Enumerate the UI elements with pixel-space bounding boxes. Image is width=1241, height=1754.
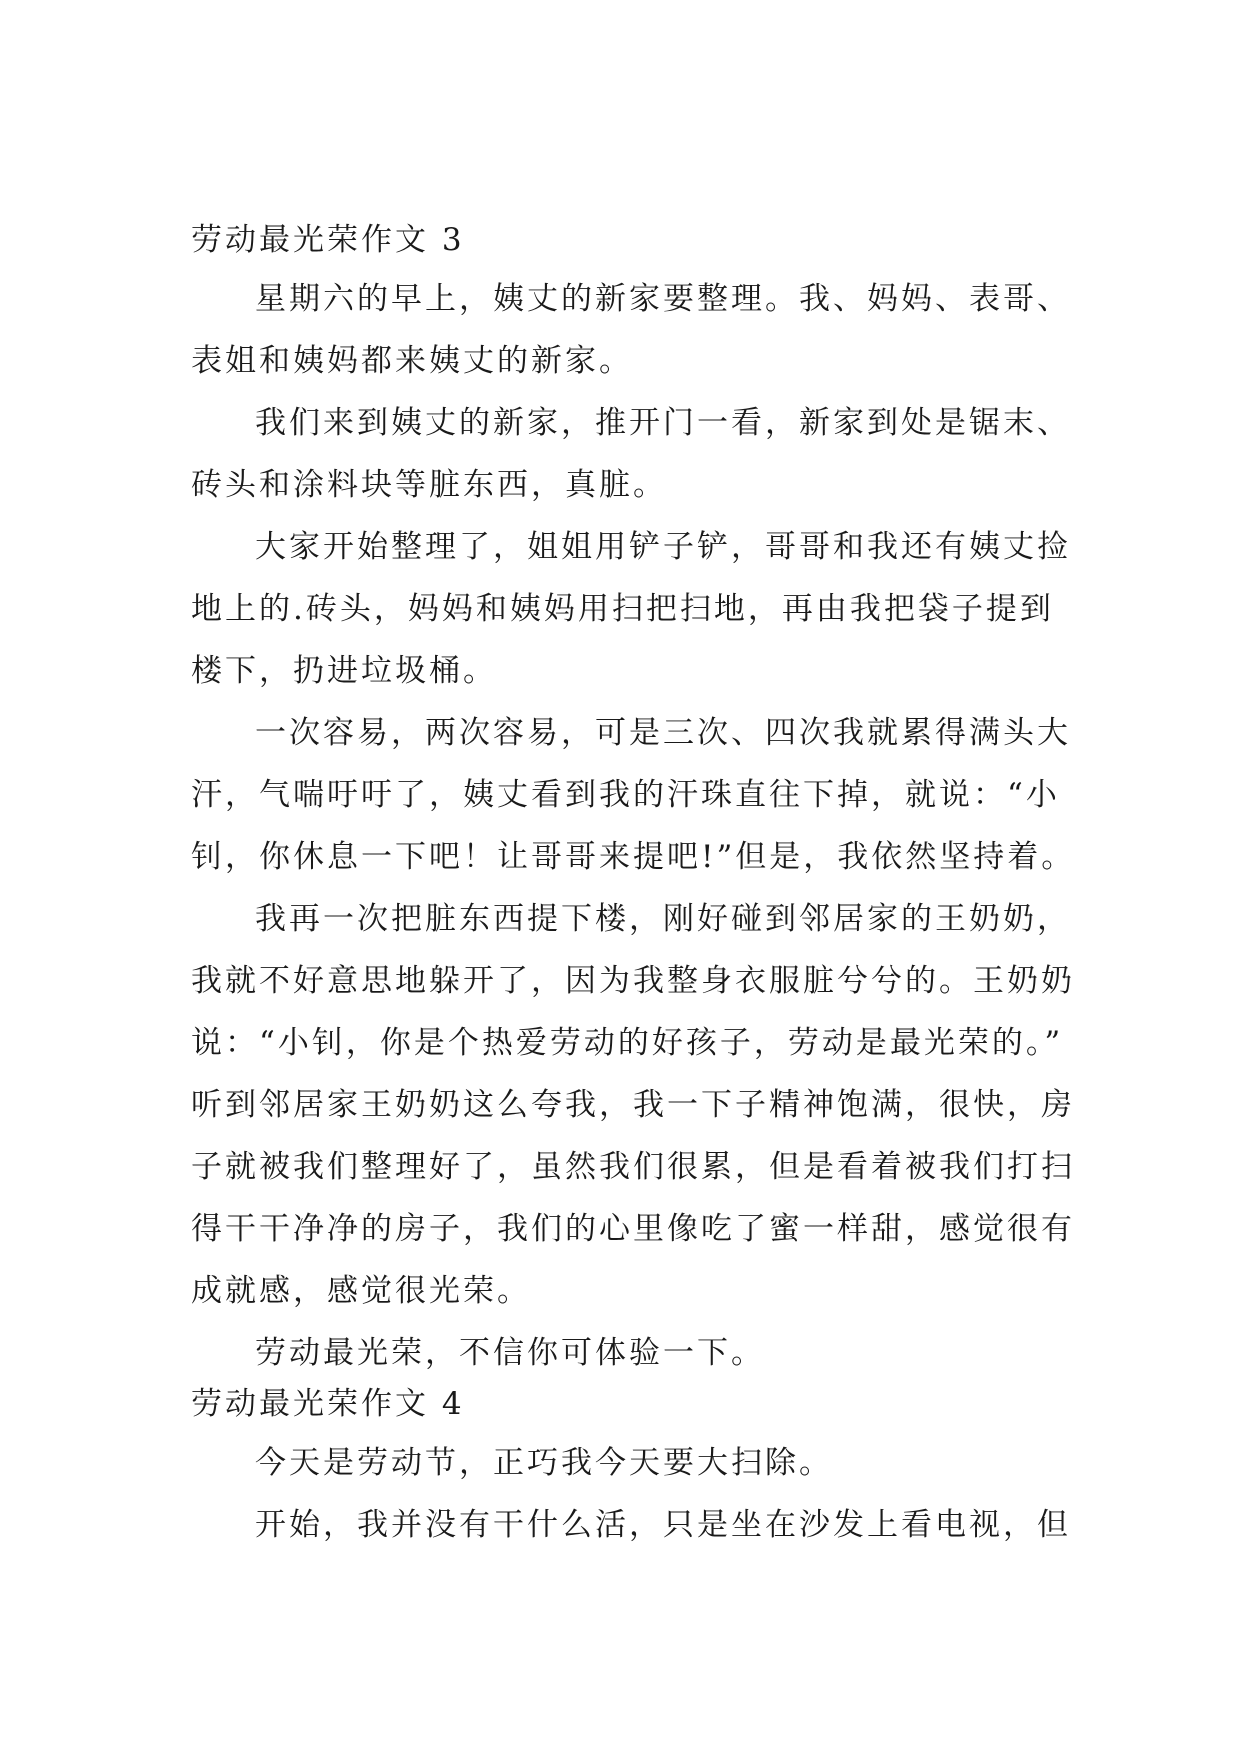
text-line: 开始，我并没有干什么活，只是坐在沙发上看电视，但 [255,1507,1071,1543]
paragraph [191,516,1071,702]
text-line: 今天是劳动节，正巧我今天要大扫除。 [255,1445,833,1481]
paragraph [191,702,1076,888]
text-line: 劳动最光荣，不信你可体验一下。 [255,1335,765,1371]
section-body [191,268,1076,1384]
section-body [191,1432,1071,1556]
text-line: 大家开始整理了，姐姐用铲子铲，哥哥和我还有姨丈捡 [255,529,1071,565]
paragraph [191,1494,1071,1556]
paragraph [191,888,1075,1322]
text-line: 一次容易，两次容易，可是三次、四次我就累得满头大 [255,715,1071,751]
text-line: 听到邻居家王奶奶这么夸我，我一下子精神饱满，很快，房 [191,1087,1075,1123]
text-line: 我就不好意思地躲开了，因为我整身衣服脏兮兮的。王奶奶 [191,963,1075,999]
text-line: 表姐和姨妈都来姨丈的新家。 [191,343,633,379]
text-line: 砖头和涂料块等脏东西，真脏。 [191,467,667,503]
paragraph [191,1432,1071,1494]
text-line: 汗，气喘吁吁了，姨丈看到我的汗珠直往下掉，就说：“小 [191,777,1060,813]
paragraph [191,1322,1071,1384]
text-line: 子就被我们整理好了，虽然我们很累，但是看着被我们打扫 [191,1149,1075,1185]
text-line: 地上的.砖头，妈妈和姨妈用扫把扫地，再由我把袋子提到 [191,591,1054,627]
text-line: 成就感，感觉很光荣。 [191,1273,531,1309]
text-line: 我们来到姨丈的新家，推开门一看，新家到处是锯末、 [255,405,1071,441]
text-line: 钊，你休息一下吧！让哥哥来提吧!”但是，我依然坚持着。 [191,839,1076,875]
text-line: 我再一次把脏东西提下楼，刚好碰到邻居家的王奶奶， [255,901,1071,937]
paragraph [191,392,1071,516]
paragraph [191,268,1071,392]
section-title: 劳动最光荣作文 3 [191,222,465,258]
text-line: 星期六的早上，姨丈的新家要整理。我、妈妈、表哥、 [255,281,1071,317]
section-title: 劳动最光荣作文 4 [191,1386,465,1422]
text-line: 楼下，扔进垃圾桶。 [191,653,497,689]
text-line: 得干干净净的房子，我们的心里像吃了蜜一样甜，感觉很有 [191,1211,1075,1247]
text-line: 说：“小钊，你是个热爱劳动的好孩子，劳动是最光荣的。” [191,1025,1064,1061]
